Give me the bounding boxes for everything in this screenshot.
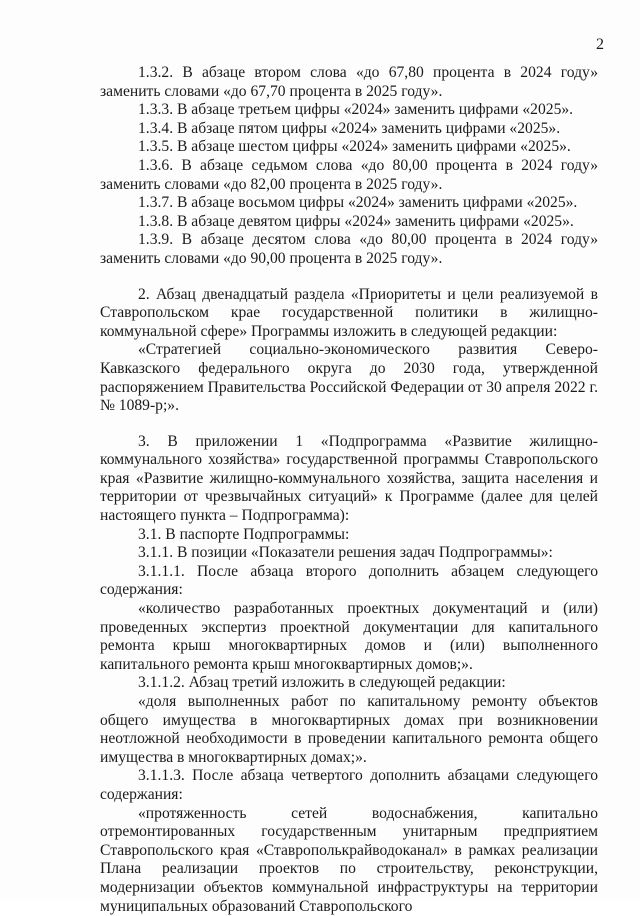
paragraph-1-3-4: 1.3.4. В абзаце пятом цифры «2024» заменить цифрами «2025». bbox=[138, 119, 561, 137]
paragraph-2-quote: «Стратегией социально-экономического развития Северо-Кавказского федерального округа до 2030 года, утвержденной распоряжением Правительства Российской Федерации от 30 апреля 2022 г. № 1089-р;». bbox=[100, 341, 598, 415]
paragraph-2: 2. Абзац двенадцатый раздела «Приоритеты и цели реализуемой в Ставропольском крае государственной политики в жилищно-коммунальной сфере» Программы изложить в следующей редакции: bbox=[100, 285, 598, 340]
paragraph-3-1-1-3-quote: «протяженность сетей водоснабжения, капитально отремонтированных государственным унитарным предприятием Ставропольского края «Ставрополькрайводоканал» в рамках реализации Плана реализации проектов по строительству, реконструкции, модернизации объектов коммунальной инфраструктуры на территории муниципальных образований Ставропольского bbox=[100, 804, 598, 915]
paragraph-3-1-1-1: 3.1.1.1. После абзаца второго дополнить абзацем следующего содержания: bbox=[100, 562, 598, 599]
paragraph-1-3-9: 1.3.9. В абзаце десятом слова «до 80,00 процента в 2024 году» заменить словами «до 90,00 процента в 2025 году». bbox=[100, 231, 598, 267]
paragraph-3-1: 3.1. В паспорте Подпрограммы: bbox=[138, 525, 350, 543]
paragraph-3-1-1-2: 3.1.1.2. Абзац третий изложить в следующей редакции: bbox=[138, 674, 506, 692]
paragraph-3-1-1: 3.1.1. В позиции «Показатели решения задач Подпрограммы»: bbox=[138, 544, 553, 562]
paragraph-3-1-1-2-quote: «доля выполненных работ по капитальному ремонту объектов общего имущества в многоквартирных домах при возникновении неотложной необходимости в проведении капитального ремонта общего имущества в многоквартирных домах;». bbox=[100, 693, 598, 766]
paragraph-1-3-6: 1.3.6. В абзаце седьмом слова «до 80,00 процента в 2024 году» заменить словами «до 82,00 процента в 2025 году». bbox=[100, 156, 598, 193]
paragraph-3-1-1-1-quote: «количество разработанных проектных документаций и (или) проведенных экспертиз проектной документации для капитального ремонта крыш многоквартирных домов и (или) выполненного капитального ремонта крыш многоквартирных домов;». bbox=[100, 600, 598, 673]
paragraph-3: 3. В приложении 1 «Подпрограмма «Развитие жилищно-коммунального хозяйства» государственной программы Ставропольского края «Развитие жилищно-коммунального хозяйства, защита населения и территории от чрезвычайных ситуаций» к Программе (далее для целей настоящего пункта – Подпрограмма): bbox=[100, 432, 598, 525]
paragraph-1-3-2: 1.3.2. В абзаце втором слова «до 67,80 процента в 2024 году» заменить словами «до 67,70 процента в 2025 году». bbox=[100, 64, 598, 100]
paragraph-1-3-7: 1.3.7. В абзаце восьмом цифры «2024» заменить цифрами «2025». bbox=[138, 194, 578, 212]
paragraph-3-1-1-3: 3.1.1.3. После абзаца четвертого дополнить абзацами следующего содержания: bbox=[100, 767, 598, 803]
paragraph-1-3-5: 1.3.5. В абзаце шестом цифры «2024» заменить цифрами «2025». bbox=[138, 138, 571, 156]
document-body bbox=[100, 64, 598, 916]
paragraph-1-3-3: 1.3.3. В абзаце третьем цифры «2024» заменить цифрами «2025». bbox=[138, 101, 574, 119]
paragraph-1-3-8: 1.3.8. В абзаце девятом цифры «2024» заменить цифрами «2025». bbox=[138, 212, 574, 230]
page-number: 2 bbox=[596, 36, 604, 53]
